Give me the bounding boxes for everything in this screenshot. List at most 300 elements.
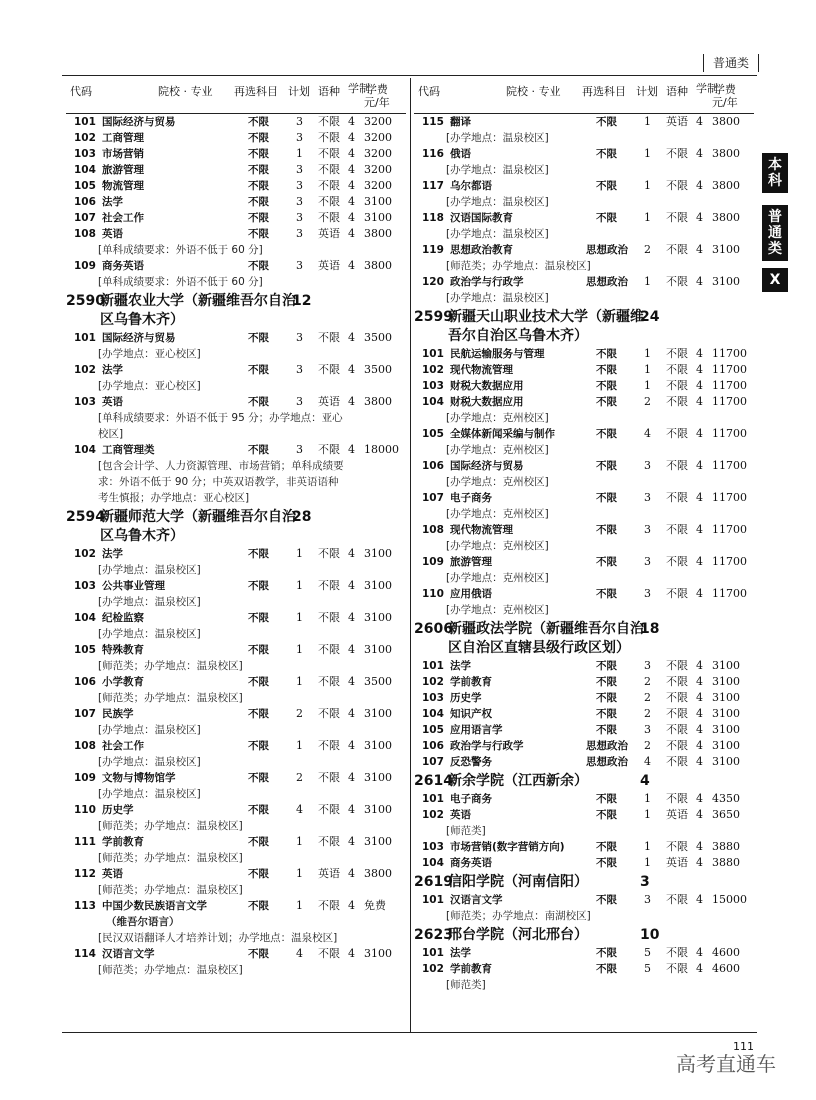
subject-requirement: 不限 <box>248 396 269 408</box>
major-note: [师范类；办学地点：南湖校区] <box>446 910 591 922</box>
tuition-fee: 3800 <box>712 179 740 192</box>
school-name: 新余学院（江西新余） <box>448 773 588 789</box>
school-code: 2619 <box>414 874 453 890</box>
tuition-fee: 11700 <box>712 555 747 568</box>
tuition-fee: 11700 <box>712 523 747 536</box>
language: 英语 <box>318 259 340 272</box>
plan-count: 1 <box>644 147 651 160</box>
school-code: 2599 <box>414 309 453 325</box>
subject-requirement: 不限 <box>248 676 269 688</box>
plan-count: 1 <box>644 840 651 853</box>
tuition-fee: 3500 <box>364 363 392 376</box>
right-body <box>414 114 754 993</box>
tuition-fee: 3100 <box>364 947 392 960</box>
header-plan: 计划 <box>636 85 658 98</box>
school-total-plan: 18 <box>640 621 660 637</box>
duration: 4 <box>348 115 355 128</box>
major-code: 106 <box>74 196 96 208</box>
plan-count: 3 <box>644 523 651 536</box>
plan-count: 4 <box>296 947 303 960</box>
subject-requirement: 不限 <box>248 260 269 272</box>
major-row <box>414 839 754 855</box>
tuition-fee: 3200 <box>364 115 392 128</box>
language: 不限 <box>666 211 688 224</box>
major-code: 101 <box>422 894 444 906</box>
tuition-fee: 3100 <box>712 659 740 672</box>
duration: 4 <box>696 243 703 256</box>
subject-requirement: 不限 <box>248 900 269 912</box>
major-note: [办学地点：克州校区] <box>446 476 549 488</box>
major-row <box>414 674 754 690</box>
duration: 4 <box>696 723 703 736</box>
major-name: 现代物流管理 <box>450 364 513 376</box>
major-code: 102 <box>74 132 96 144</box>
major-name: 英语 <box>102 396 123 408</box>
tuition-fee: 3100 <box>364 547 392 560</box>
duration: 4 <box>696 755 703 768</box>
major-code: 106 <box>422 460 444 472</box>
plan-count: 1 <box>296 675 303 688</box>
major-name: 知识产权 <box>450 708 492 720</box>
duration: 4 <box>696 675 703 688</box>
subject-requirement: 不限 <box>596 148 617 160</box>
major-code: 103 <box>74 580 96 592</box>
tuition-fee: 3100 <box>364 211 392 224</box>
duration: 4 <box>696 491 703 504</box>
school-total-plan: 3 <box>640 874 650 890</box>
major-note: [办学地点：温泉校区] <box>446 164 549 176</box>
plan-count: 1 <box>644 363 651 376</box>
major-row <box>66 362 406 378</box>
language: 不限 <box>318 803 340 816</box>
major-name: 商务英语 <box>450 857 492 869</box>
major-row <box>66 706 406 722</box>
major-code: 109 <box>422 556 444 568</box>
major-note: [单科成绩要求：外语不低于 60 分] <box>98 276 263 288</box>
major-name: 法学 <box>102 364 123 376</box>
major-row <box>414 738 754 754</box>
major-code: 102 <box>74 364 96 376</box>
tuition-fee: 3100 <box>364 771 392 784</box>
major-row <box>66 210 406 226</box>
language: 不限 <box>666 691 688 704</box>
duration: 4 <box>696 587 703 600</box>
plan-count: 1 <box>296 835 303 848</box>
school-heading <box>414 926 754 945</box>
major-name: 汉语言文学 <box>102 948 155 960</box>
subject-requirement: 不限 <box>596 660 617 672</box>
major-note: [师范类；办学地点：温泉校区] <box>446 260 591 272</box>
major-name: 法学 <box>102 548 123 560</box>
major-note: [办学地点：克州校区] <box>446 508 549 520</box>
major-row <box>66 114 406 130</box>
major-code: 107 <box>74 212 96 224</box>
language: 不限 <box>318 771 340 784</box>
table-header <box>414 81 754 114</box>
major-note: [师范类；办学地点：温泉校区] <box>98 852 243 864</box>
duration: 4 <box>348 259 355 272</box>
major-name: 应用俄语 <box>450 588 492 600</box>
major-code: 104 <box>74 164 96 176</box>
tuition-fee: 15000 <box>712 893 747 906</box>
major-note: [单科成绩要求：外语不低于 60 分] <box>98 244 263 256</box>
language: 不限 <box>318 211 340 224</box>
major-name: 市场营销 <box>102 148 144 160</box>
tuition-fee: 3800 <box>712 211 740 224</box>
language: 不限 <box>666 275 688 288</box>
duration: 4 <box>696 459 703 472</box>
major-code: 117 <box>422 180 444 192</box>
major-note: [办学地点：克州校区] <box>446 412 549 424</box>
plan-count: 2 <box>644 675 651 688</box>
major-name: 学前教育 <box>450 676 492 688</box>
language: 不限 <box>666 587 688 600</box>
plan-count: 3 <box>644 893 651 906</box>
duration: 4 <box>696 946 703 959</box>
subject-requirement: 不限 <box>248 444 269 456</box>
duration: 4 <box>348 227 355 240</box>
duration: 4 <box>348 867 355 880</box>
plan-count: 2 <box>296 771 303 784</box>
plan-count: 3 <box>644 491 651 504</box>
language: 不限 <box>666 347 688 360</box>
major-code: 108 <box>74 740 96 752</box>
side-tab-general[interactable]: 普通类 <box>762 205 788 261</box>
major-row <box>414 722 754 738</box>
header-duration: 学制 <box>696 82 718 95</box>
major-name: 市场营销(数字营销方向) <box>450 841 565 853</box>
major-name: 旅游管理 <box>450 556 492 568</box>
plan-count: 3 <box>296 131 303 144</box>
major-row <box>414 658 754 674</box>
duration: 4 <box>696 659 703 672</box>
language: 不限 <box>318 643 340 656</box>
major-code: 120 <box>422 276 444 288</box>
major-row <box>414 146 754 162</box>
subject-requirement: 不限 <box>248 548 269 560</box>
tuition-fee: 18000 <box>364 443 399 456</box>
tuition-fee: 11700 <box>712 363 747 376</box>
major-note: [办学地点：温泉校区] <box>446 132 549 144</box>
subject-requirement: 不限 <box>248 644 269 656</box>
major-name: 学前教育 <box>450 963 492 975</box>
plan-count: 3 <box>296 363 303 376</box>
major-code: 113 <box>74 900 96 912</box>
language: 不限 <box>666 962 688 975</box>
plan-count: 2 <box>644 691 651 704</box>
major-name: 历史学 <box>102 804 134 816</box>
plan-count: 3 <box>296 395 303 408</box>
major-code: 114 <box>74 948 96 960</box>
subject-requirement: 不限 <box>248 836 269 848</box>
major-code: 108 <box>74 228 96 240</box>
duration: 4 <box>696 707 703 720</box>
major-row <box>414 690 754 706</box>
duration: 4 <box>696 856 703 869</box>
major-name: 民航运输服务与管理 <box>450 348 545 360</box>
major-name: 汉语言文学 <box>450 894 503 906</box>
major-row <box>66 866 406 882</box>
plan-count: 3 <box>644 659 651 672</box>
language: 不限 <box>666 379 688 392</box>
duration: 4 <box>348 547 355 560</box>
language: 不限 <box>318 675 340 688</box>
left-column <box>66 81 406 978</box>
tuition-fee: 11700 <box>712 379 747 392</box>
plan-count: 1 <box>644 179 651 192</box>
language: 不限 <box>318 947 340 960</box>
major-code: 103 <box>422 692 444 704</box>
tuition-fee: 3500 <box>364 331 392 344</box>
plan-count: 1 <box>296 867 303 880</box>
language: 不限 <box>318 835 340 848</box>
duration: 4 <box>696 962 703 975</box>
major-row <box>414 426 754 442</box>
subject-requirement: 不限 <box>596 676 617 688</box>
tuition-fee: 3200 <box>364 179 392 192</box>
major-name: 法学 <box>450 660 471 672</box>
school-name: 新疆农业大学（新疆维吾尔自治区乌鲁木齐） <box>100 293 296 328</box>
subject-requirement: 不限 <box>248 180 269 192</box>
tuition-fee: 3100 <box>364 579 392 592</box>
major-code: 103 <box>422 380 444 392</box>
subject-requirement: 不限 <box>596 793 617 805</box>
major-note: [师范类] <box>446 979 486 991</box>
tuition-fee: 3100 <box>712 243 740 256</box>
school-name: 邢台学院（河北邢台） <box>448 927 588 943</box>
major-code: 111 <box>74 836 96 848</box>
duration: 4 <box>348 707 355 720</box>
school-heading <box>414 620 754 658</box>
major-row <box>66 146 406 162</box>
subject-requirement: 不限 <box>596 364 617 376</box>
duration: 4 <box>696 363 703 376</box>
major-row <box>66 162 406 178</box>
language: 不限 <box>318 739 340 752</box>
major-name: 电子商务 <box>450 793 492 805</box>
category-label: 普通类 <box>703 54 759 72</box>
school-code: 2623 <box>414 927 453 943</box>
tuition-fee: 4350 <box>712 792 740 805</box>
major-name: 物流管理 <box>102 180 144 192</box>
major-name: 文物与博物馆学 <box>102 772 176 784</box>
major-row <box>66 642 406 658</box>
major-code: 103 <box>74 396 96 408</box>
header-school: 院校 · 专业 <box>506 85 561 98</box>
subject-requirement: 不限 <box>248 164 269 176</box>
subject-requirement: 不限 <box>248 116 269 128</box>
major-row <box>414 362 754 378</box>
language: 不限 <box>318 115 340 128</box>
plan-count: 5 <box>644 946 651 959</box>
side-tab-undergrad[interactable]: 本科 <box>762 153 788 193</box>
major-row <box>66 898 406 914</box>
tuition-fee: 3100 <box>712 707 740 720</box>
language: 不限 <box>666 395 688 408</box>
school-total-plan: 24 <box>640 309 660 325</box>
major-code: 104 <box>422 708 444 720</box>
school-total-plan: 10 <box>640 927 660 943</box>
major-code: 101 <box>422 793 444 805</box>
plan-count: 1 <box>644 211 651 224</box>
tuition-fee: 3100 <box>712 275 740 288</box>
school-total-plan: 28 <box>292 509 312 525</box>
major-name: 学前教育 <box>102 836 144 848</box>
duration: 4 <box>348 579 355 592</box>
major-row <box>414 807 754 823</box>
language: 不限 <box>666 723 688 736</box>
language: 不限 <box>318 547 340 560</box>
major-note: [师范类；办学地点：温泉校区] <box>98 660 243 672</box>
header-code: 代码 <box>70 85 92 98</box>
major-name: 现代物流管理 <box>450 524 513 536</box>
tuition-fee: 3650 <box>712 808 740 821</box>
subject-requirement: 不限 <box>248 148 269 160</box>
duration: 4 <box>348 163 355 176</box>
language: 不限 <box>318 195 340 208</box>
plan-count: 1 <box>296 579 303 592</box>
subject-requirement: 思想政治 <box>586 276 628 288</box>
major-note: [民汉双语翻译人才培养计划；办学地点：温泉校区] <box>98 932 338 944</box>
duration: 4 <box>348 611 355 624</box>
page-number: 111 <box>733 1040 754 1053</box>
major-code: 102 <box>422 809 444 821</box>
language: 不限 <box>318 611 340 624</box>
plan-count: 3 <box>644 723 651 736</box>
language: 不限 <box>666 555 688 568</box>
duration: 4 <box>696 347 703 360</box>
major-row <box>66 674 406 690</box>
plan-count: 4 <box>644 755 651 768</box>
tuition-fee: 3200 <box>364 147 392 160</box>
language: 不限 <box>318 147 340 160</box>
major-name: 小学教育 <box>102 676 144 688</box>
plan-count: 1 <box>644 347 651 360</box>
subject-requirement: 不限 <box>248 132 269 144</box>
tuition-fee: 3100 <box>364 643 392 656</box>
subject-requirement: 不限 <box>596 348 617 360</box>
plan-count: 3 <box>296 227 303 240</box>
plan-count: 1 <box>644 856 651 869</box>
plan-count: 3 <box>296 259 303 272</box>
major-name: 应用语言学 <box>450 724 503 736</box>
major-row <box>66 610 406 626</box>
subject-requirement: 不限 <box>596 116 617 128</box>
major-row <box>66 330 406 346</box>
side-tab-x[interactable]: X <box>762 268 788 292</box>
plan-count: 3 <box>644 587 651 600</box>
subject-requirement: 不限 <box>596 428 617 440</box>
duration: 4 <box>696 555 703 568</box>
school-heading <box>66 292 406 330</box>
major-name: 财税大数据应用 <box>450 380 524 392</box>
subject-requirement: 不限 <box>596 492 617 504</box>
major-row <box>414 855 754 871</box>
tuition-fee: 3800 <box>364 259 392 272</box>
duration: 4 <box>696 893 703 906</box>
school-heading <box>414 308 754 346</box>
plan-count: 1 <box>296 147 303 160</box>
major-row <box>414 394 754 410</box>
subject-requirement: 思想政治 <box>586 740 628 752</box>
major-note: [办学地点：克州校区] <box>446 604 549 616</box>
major-code: 104 <box>74 444 96 456</box>
plan-count: 1 <box>296 611 303 624</box>
header-lang: 语种 <box>666 85 688 98</box>
language: 不限 <box>666 792 688 805</box>
subject-requirement: 不限 <box>248 772 269 784</box>
duration: 4 <box>348 395 355 408</box>
language: 不限 <box>666 739 688 752</box>
major-code: 116 <box>422 148 444 160</box>
major-note: [单科成绩要求：外语不低于 95 分；办学地点：亚心校区] <box>98 412 343 440</box>
school-code: 2606 <box>414 621 453 637</box>
major-name: 法学 <box>102 196 123 208</box>
language: 英语 <box>666 856 688 869</box>
major-row <box>66 394 406 410</box>
major-row <box>66 258 406 274</box>
plan-count: 4 <box>644 427 651 440</box>
duration: 4 <box>348 179 355 192</box>
major-code: 108 <box>422 524 444 536</box>
header-lang: 语种 <box>318 85 340 98</box>
major-name: 乌尔都语 <box>450 180 492 192</box>
major-name: 旅游管理 <box>102 164 144 176</box>
duration: 4 <box>348 331 355 344</box>
duration: 4 <box>696 179 703 192</box>
major-note: [办学地点：克州校区] <box>446 444 549 456</box>
header-code: 代码 <box>418 85 440 98</box>
duration: 4 <box>348 363 355 376</box>
language: 不限 <box>318 131 340 144</box>
major-row <box>414 274 754 290</box>
language: 不限 <box>666 147 688 160</box>
subject-requirement: 不限 <box>596 460 617 472</box>
subject-requirement: 不限 <box>248 612 269 624</box>
tuition-fee: 4600 <box>712 962 740 975</box>
duration: 4 <box>348 947 355 960</box>
major-name: 英语 <box>102 228 123 240</box>
major-note: [办学地点：温泉校区] <box>98 628 201 640</box>
plan-count: 5 <box>644 962 651 975</box>
school-heading <box>414 772 754 791</box>
major-code: 101 <box>74 332 96 344</box>
language: 不限 <box>666 659 688 672</box>
major-note: [办学地点：亚心校区] <box>98 348 201 360</box>
major-row <box>414 586 754 602</box>
major-name: 工商管理 <box>102 132 144 144</box>
major-name: 汉语国际教育 <box>450 212 513 224</box>
major-code: 119 <box>422 244 444 256</box>
tuition-fee: 3100 <box>712 675 740 688</box>
school-code: 2614 <box>414 773 453 789</box>
plan-count: 1 <box>644 808 651 821</box>
major-code: 107 <box>422 756 444 768</box>
language: 不限 <box>666 840 688 853</box>
duration: 4 <box>696 147 703 160</box>
language: 英语 <box>666 115 688 128</box>
duration: 4 <box>696 691 703 704</box>
tuition-fee: 11700 <box>712 347 747 360</box>
plan-count: 2 <box>296 707 303 720</box>
subject-requirement: 不限 <box>596 212 617 224</box>
major-note: [办学地点：温泉校区] <box>446 196 549 208</box>
plan-count: 2 <box>644 395 651 408</box>
major-code: 105 <box>74 644 96 656</box>
language: 不限 <box>666 523 688 536</box>
major-code: 105 <box>422 428 444 440</box>
language: 不限 <box>666 946 688 959</box>
